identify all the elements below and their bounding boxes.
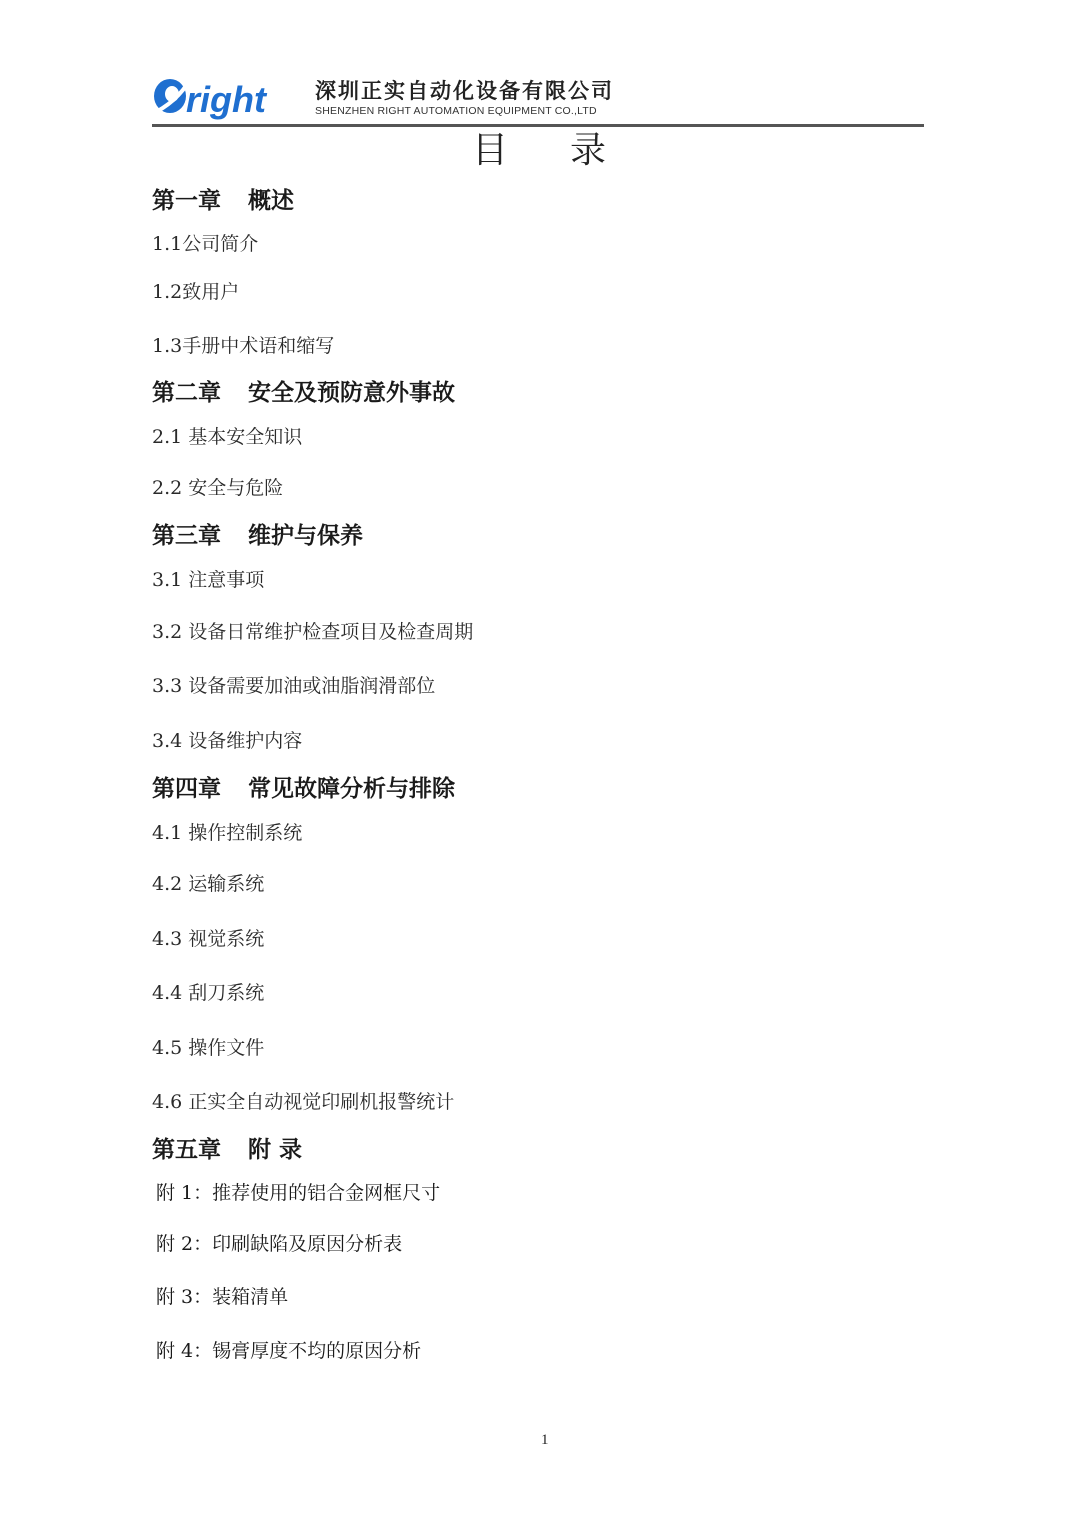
chapter-title: 安全及预防意外事故	[248, 380, 455, 406]
chapter-title: 维护与保养	[248, 523, 363, 549]
toc-section[interactable]: 2.1 基本安全知识	[152, 426, 303, 448]
toc-chapter[interactable]	[152, 1135, 302, 1165]
toc-section[interactable]: 3.2 设备日常维护检查项目及检查周期	[152, 621, 474, 643]
logo-wordmark: right	[186, 79, 266, 120]
chapter-title: 常见故障分析与排除	[248, 776, 455, 802]
toc-section[interactable]: 1.3手册中术语和缩写	[152, 335, 335, 357]
chapter-number: 第五章	[152, 1137, 221, 1163]
company-name-cn: 深圳正实自动化设备有限公司	[315, 79, 614, 103]
chapter-title: 附 录	[248, 1137, 303, 1163]
toc-title: 目录	[472, 130, 669, 171]
toc-appendix-item[interactable]: 附 2：印刷缺陷及原因分析表	[156, 1233, 403, 1255]
toc-section[interactable]: 4.5 操作文件	[152, 1037, 265, 1059]
toc-chapter[interactable]	[152, 521, 363, 551]
toc-section[interactable]: 3.1 注意事项	[152, 569, 265, 591]
chapter-number: 第二章	[152, 380, 221, 406]
toc-section[interactable]: 4.2 运输系统	[152, 873, 265, 895]
toc-chapter[interactable]	[152, 378, 455, 408]
toc-section[interactable]: 4.3 视觉系统	[152, 928, 265, 950]
toc-chapter[interactable]	[152, 774, 455, 804]
toc-section[interactable]: 3.3 设备需要加油或油脂润滑部位	[152, 675, 436, 697]
toc-chapter[interactable]	[152, 186, 294, 216]
toc-section[interactable]: 4.6 正实全自动视觉印刷机报警统计	[152, 1091, 455, 1113]
chapter-number: 第一章	[152, 188, 221, 214]
toc-appendix-item[interactable]: 附 1：推荐使用的铝合金网框尺寸	[156, 1182, 441, 1204]
toc-section[interactable]: 1.1公司简介	[152, 233, 259, 255]
toc-section[interactable]: 2.2 安全与危险	[152, 477, 284, 499]
toc-section[interactable]: 4.4 刮刀系统	[152, 982, 265, 1004]
toc-section[interactable]: 1.2致用户	[152, 281, 240, 303]
toc-section[interactable]: 3.4 设备维护内容	[152, 730, 303, 752]
toc-section[interactable]: 4.1 操作控制系统	[152, 822, 303, 844]
company-name-en: SHENZHEN RIGHT AUTOMATION EQUIPMENT CO.,LTD	[315, 105, 597, 117]
page-number: 1	[541, 1432, 549, 1448]
chapter-title: 概述	[248, 188, 294, 214]
chapter-number: 第三章	[152, 523, 221, 549]
chapter-number: 第四章	[152, 776, 221, 802]
table-of-contents	[152, 0, 912, 1400]
toc-appendix-item[interactable]: 附 3：装箱清单	[156, 1286, 289, 1308]
toc-appendix-item[interactable]: 附 4：锡膏厚度不均的原因分析	[156, 1340, 422, 1362]
